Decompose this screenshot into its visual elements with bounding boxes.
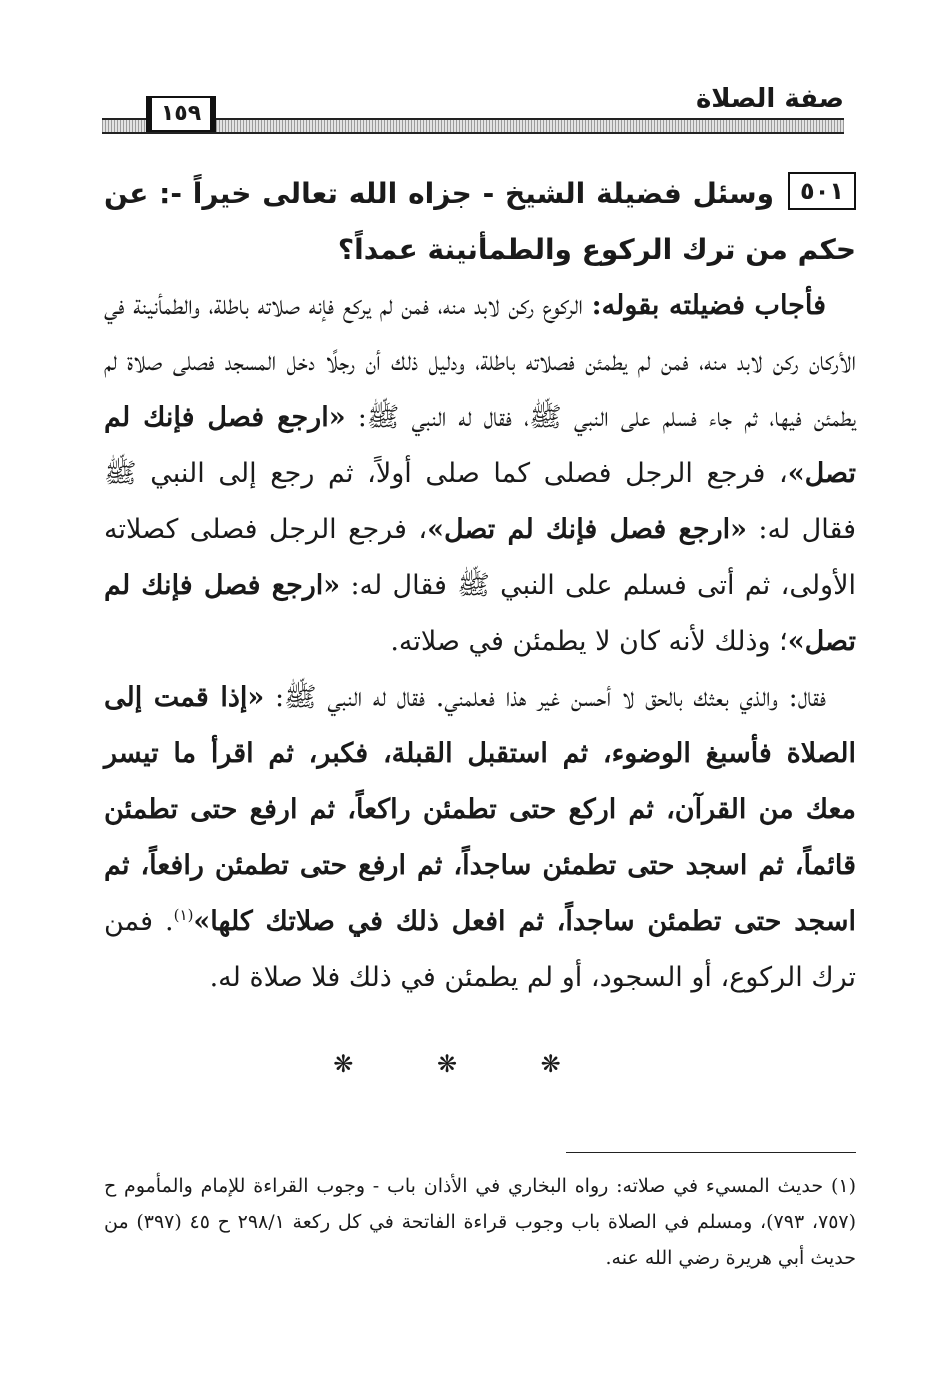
answer-paragraph-2 — [104, 670, 856, 1006]
page-number: ١٥٩ — [146, 96, 216, 132]
answer-text-e: فقال: والذي بعثك بالحق لا أحسن غير هذا فعلمني. فقال له النبي ﷺ: — [264, 682, 826, 713]
quote-3: «ارجع فصل فإنك لم تصل» — [104, 570, 856, 657]
answer-paragraph-1 — [104, 278, 856, 670]
question-paragraph — [104, 166, 856, 278]
quote-1: «ارجع فصل فإنك لم تصل» — [104, 402, 856, 489]
answer-text-f: . فمن ترك الركوع، أو السجود، أو لم يطمئن في ذلك فلا صلاة له. — [104, 906, 856, 993]
answer-text-d: ؛ وذلك لأنه كان لا يطمئن في صلاته. — [390, 626, 788, 657]
running-title: صفة الصلاة — [695, 84, 844, 114]
footnote-marker: (١) — [173, 906, 194, 924]
answer-text-b: ، فرجع الرجل فصلى كما صلى أولاً، ثم رجع إلى النبي ﷺ فقال له: — [104, 458, 857, 545]
answer-text-c: ، فرجع الرجل فصلى كصلاته الأولى، ثم أتى فسلم على النبي ﷺ فقال له: — [104, 514, 856, 601]
main-text — [104, 166, 856, 1006]
question-number: ٥٠١ — [788, 172, 856, 210]
footnote-rule — [566, 1152, 856, 1153]
answer-text-a: الركوع ركن لابد منه، فمن لم يركع فإنه صلاته باطلة، والطمأنينة في الأركان ركن لابد منه، فمن لم يطمئن فصلاته باطلة، ودليل ذلك أن رجلًا دخل المسجد فصلى صلاة لم يطمئن فيها، ثم جاء فسلم على النبي ﷺ، فقال له النبي ﷺ: — [104, 290, 856, 433]
footnote: (١) حديث المسيء في صلاته: رواه البخاري في الأذان باب - وجوب القراءة للإمام والمأموم ح (٧٥٧، ٧٩٣)، ومسلم في الصلاة باب وجوب قراءة الفاتحة في كل ركعة ٢٩٨/١ ح ٤٥ (٣٩٧) من حديث أبي هريرة رضي الله عنه. — [104, 1175, 857, 1269]
quote-2: «ارجع فصل فإنك لم تصل» — [427, 514, 748, 545]
question-text: وسئل فضيلة الشيخ - جزاه الله تعالى خيراً -: عن حكم من ترك الركوع والطمأنينة عمداً؟ — [104, 177, 856, 266]
section-separator: ❋ ❋ ❋ — [333, 1050, 599, 1078]
hadith-quote: «إذا قمت إلى الصلاة فأسبغ الوضوء، ثم استقبل القبلة، فكبر، ثم اقرأ ما تيسر معك من القرآن، ثم اركع حتى تطمئن راكعاً، ثم ارفع حتى تطمئن قائماً، ثم اسجد حتى تطمئن ساجداً، ثم ارفع حتى تطمئن رافعاً، ثم اسجد حتى تطمئن ساجداً، ثم افعل ذلك في صلاتك كلها» — [104, 682, 857, 937]
answer-lead: فأجاب فضيلته بقوله: — [591, 290, 827, 321]
